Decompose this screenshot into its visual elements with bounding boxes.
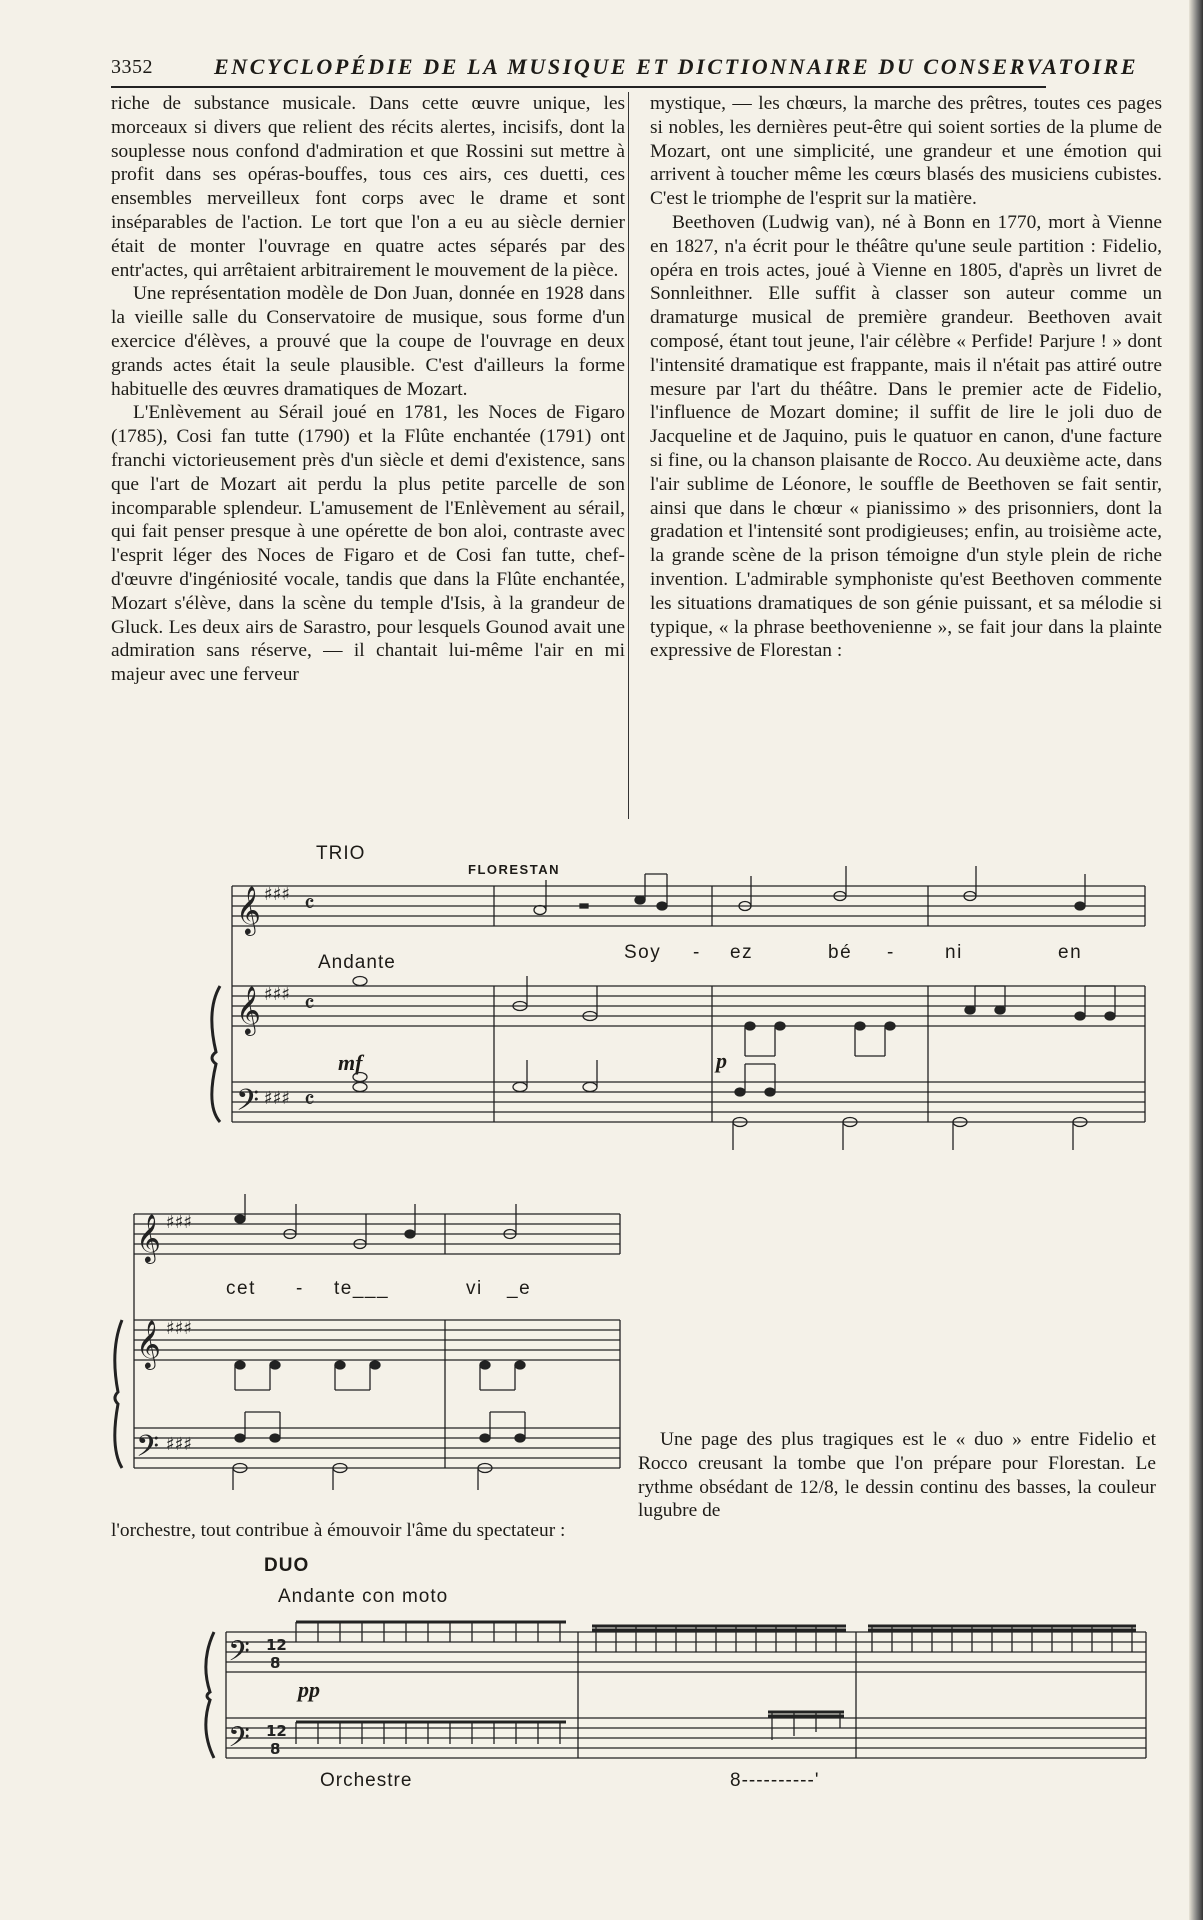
treble-clef-icon: 𝄞	[136, 1213, 161, 1262]
time-signature-icon: 8	[270, 1654, 281, 1672]
page-edge-shadow	[1189, 0, 1203, 1920]
paragraph-duo-continuation: l'orchestre, tout contribue à émouvoir l'âme du spectateur :	[111, 1520, 566, 1541]
dynamic-mf: mf	[338, 1050, 363, 1075]
running-title: ENCYCLOPÉDIE DE LA MUSIQUE ET DICTIONNAIRE DU CONSERVATOIRE	[214, 54, 1139, 79]
treble-clef-icon: 𝄞	[136, 1319, 161, 1368]
sharp-icon: ♯♯♯	[264, 984, 291, 1005]
dynamic-pp: pp	[298, 1677, 320, 1702]
time-signature-icon: 8	[270, 1740, 281, 1758]
bass-clef-icon: 𝄢	[228, 1635, 250, 1675]
left-column	[111, 92, 625, 687]
right-column	[650, 92, 1162, 663]
page-number: 3352	[111, 56, 153, 78]
tempo-andante-con-moto: Andante con moto	[278, 1586, 449, 1607]
lyric-syllable: -	[693, 942, 701, 963]
column-divider	[628, 92, 629, 819]
notes-group	[353, 866, 1115, 1150]
right-paragraph-2: Beethoven (Ludwig van), né à Bonn en 1770, mort à Vienne en 1827, n'a écrit pour le théâtre qu'une seule partition : Fidelio, opéra en trois actes, joué à Vienne en 1805, d'après un livret de Sonnleithner. Elle suffit à classer son auteur comme un dramaturge musical de première grandeur. Beethoven avait composé, étant tout jeune, l'air célèbre « Perfide! Parjure ! » dont l'intensité dramatique est frappante, mais il n'était pas attiré outre mesure par l'art du théâtre. Dans le premier acte de Fidelio, l'influence de Mozart domine; il suffit de lire le joli duo de Jacqueline et de Jaquino, puis le quatuor en canon, d'une facture si fine, ou la chanson plaisante de Rocco. Au deuxième acte, dans l'air sublime de Léonore, le souffle de Beethoven se fait sentir, ainsi que dans le chœur « pianissimo » des prisonniers, dont la gradation et l'intensité sont prodigieuses; enfin, au troisième acte, la grande scène de la prison témoigne d'un style plein de riche invention. L'admirable symphoniste qu'est Beethoven commente les situations dramatiques de son génie puissant, et sa mélodie si typique, « la phrase beethovenienne », se fait jour dans la plainte expressive de Florestan :	[650, 211, 1162, 662]
bass-clef-icon: 𝄢	[228, 1721, 250, 1761]
bass-clef-icon: 𝄢	[236, 1084, 260, 1125]
tempo-andante: Andante	[318, 952, 396, 973]
common-time-icon: 𝄴	[304, 990, 315, 1018]
sharp-icon: ♯♯♯	[166, 1212, 193, 1233]
piano-bass-staff	[232, 1082, 1145, 1122]
treble-clef-icon: 𝄞	[236, 985, 261, 1034]
notes-group	[296, 1622, 1136, 1744]
orchestre-label: Orchestre	[320, 1770, 413, 1791]
common-time-icon: 𝄴	[304, 890, 315, 918]
florestan-label: FLORESTAN	[468, 862, 560, 877]
sharp-icon: ♯♯♯	[264, 1088, 291, 1109]
lyric-syllable: cet	[226, 1278, 256, 1299]
lyric-syllable: ni	[945, 942, 963, 963]
time-signature-icon: 12	[266, 1722, 287, 1740]
time-signature-icon: 12	[266, 1636, 287, 1654]
piano-treble-staff	[232, 986, 1145, 1026]
lyric-syllable: vi	[466, 1278, 483, 1299]
sharp-icon: ♯♯♯	[166, 1434, 193, 1455]
voice-staff	[232, 886, 1145, 926]
duo-label: DUO	[264, 1555, 310, 1576]
lyric-syllable: ez	[730, 942, 754, 963]
lyric-syllable: te___	[334, 1278, 390, 1299]
score-duo	[196, 1600, 1156, 1780]
lyric-syllable: en	[1058, 942, 1083, 963]
treble-clef-icon: 𝄞	[236, 885, 261, 934]
lyric-syllable: -	[296, 1278, 304, 1299]
octave-mark: 8----------'	[730, 1770, 820, 1791]
score-trio	[200, 860, 1160, 1150]
bass-clef-icon: 𝄢	[136, 1430, 160, 1471]
lyric-syllable: Soy	[624, 942, 662, 963]
sharp-icon: ♯♯♯	[166, 1318, 193, 1339]
sharp-icon: ♯♯♯	[264, 884, 291, 905]
brace-icon	[206, 1632, 214, 1758]
notes-group	[233, 1194, 525, 1490]
right-paragraph-1: mystique, — les chœurs, la marche des prêtres, toutes ces pages si nobles, les dernières peut-être qui soient sorties de la plume de Mozart, ont une simplicité, une grandeur et une émotion qui arrivent à toucher même les cœurs blasés des musiciens cubistes. C'est le triomphe de l'esprit sur la matière.	[650, 93, 1162, 210]
left-paragraph-1: riche de substance musicale. Dans cette œuvre unique, les morceaux si divers que relient des récits alertes, incisifs, dont la souplesse nous confond d'admiration et que Rossini sut mettre à profit dans ses opéras-bouffes, tous ces airs, ces duetti, ces ensembles merveilleux font corps avec le drame et sont inséparables de l'action. Le tort que l'on a eu au siècle dernier était de monter l'ouvrage en quatre actes séparés par des entr'actes, qui arrêtaient arbitrairement le mouvement de la pièce.	[111, 93, 625, 281]
score-trio-continued	[110, 1200, 630, 1490]
lyric-syllable: bé	[828, 942, 853, 963]
common-time-icon: 𝄴	[304, 1086, 315, 1114]
left-paragraph-2: Une représentation modèle de Don Juan, donnée en 1928 dans la vieille salle du Conservatoire de musique, sous forme d'un exercice d'élèves, a prouvé que la coupe de l'ouvrage en deux grands actes était la seule plausible. C'est d'ailleurs la forme habituelle des œuvres dramatiques de Mozart.	[111, 283, 625, 400]
lyric-syllable: _e	[507, 1278, 532, 1299]
brace-icon	[212, 986, 220, 1122]
left-paragraph-3: L'Enlèvement au Sérail joué en 1781, les Noces de Figaro (1785), Cosi fan tutte (1790) et la Flûte enchantée (1791) ont franchi victorieusement près d'un siècle et demi d'existence, sans que l'art de Mozart ait perdu la plus petite parcelle de son incomparable splendeur. L'amusement de l'Enlèvement au sérail, qui fait penser presque à une opérette de bon aloi, contraste avec l'esprit léger des Noces de Figaro et de Cosi fan tutte, chef-d'œuvre d'ingéniosité vocale, tandis que dans la Flûte enchantée, Mozart s'élève, dans la scène du temple d'Isis, à la grandeur de Gluck. Les deux airs de Sarastro, pour lesquels Gounod avait une admiration sans réserve, — il chantait lui-même l'air en mi majeur avec une ferveur	[111, 402, 625, 686]
header-rule	[111, 86, 1046, 88]
trio-label: TRIO	[316, 843, 366, 864]
upper-eighths	[296, 1622, 1136, 1652]
lyric-syllable: -	[887, 942, 895, 963]
paragraph-duo: Une page des plus tragiques est le « duo » entre Fidelio et Rocco creusant la tombe que l'on prépare pour Florestan. Le rythme obsédant de 12/8, le dessin continu des basses, la couleur lugubre de	[638, 1429, 1156, 1522]
brace-icon	[115, 1320, 122, 1468]
dynamic-p: p	[716, 1048, 727, 1073]
